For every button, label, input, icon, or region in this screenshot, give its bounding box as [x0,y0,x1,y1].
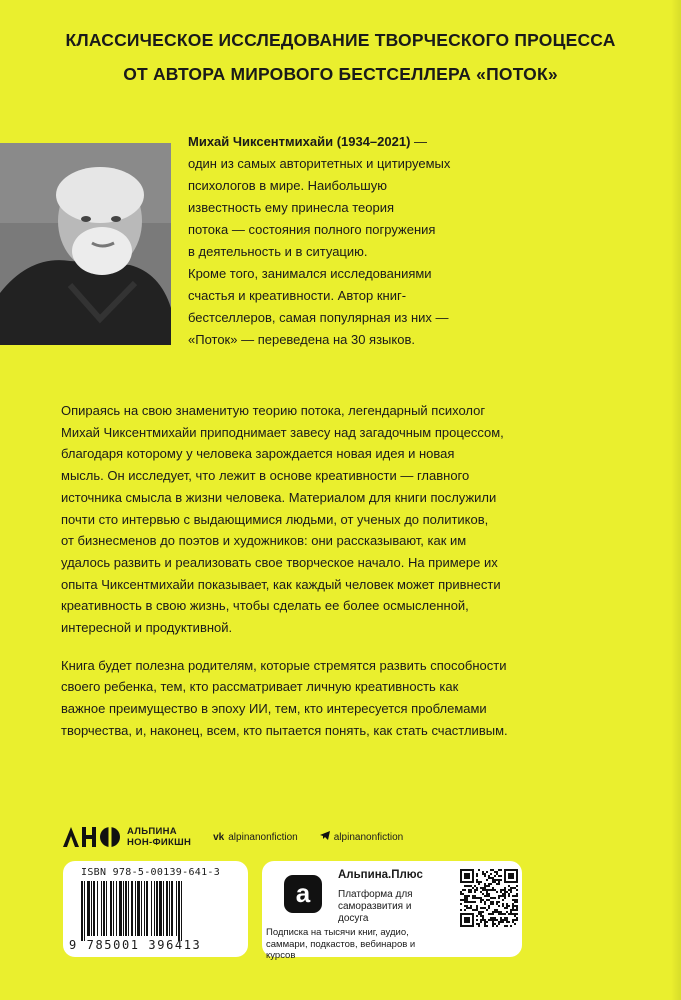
alpina-plus-app-icon: a [284,875,322,913]
description-line: своего ребенка, тем, кто рассматривает личную креативность как [61,679,459,695]
alpina-plus-promo [262,861,522,961]
description-line: творчества, и, наконец, всем, кто пытается понять, как стать счастливым. [61,722,508,738]
author-photo [0,143,171,345]
publisher-name-line-2: НОН-ФИКШН [127,837,192,848]
description-line: Опираясь на свою знаменитую теорию потока, легендарный психолог [61,403,486,418]
description-line: Михай Чиксентмихайи приподнимает завесу над загадочным процессом, [61,424,504,440]
tagline-line-1: КЛАССИЧЕСКОЕ ИССЛЕДОВАНИЕ ТВОРЧЕСКОГО ПРОЦЕССА [65,30,616,50]
description-line: благодаря которому у человека зарождается новая идея и новая [61,446,455,462]
telegram-handle: alpinanonfiction [333,831,404,843]
qr-code[interactable] [460,869,518,927]
publisher-name-line-1: АЛЬПИНА [127,826,177,837]
description-line: почти сто интервью с выдающимися людьми, от ученых до политиков, [61,511,489,527]
description-line: Книга будет полезна родителям, которые стремятся развить способности [61,657,507,673]
vk-handle: alpinanonfiction [228,831,298,843]
book-description [61,400,621,758]
author-bio-line: бестселлеров, самая популярная из них — [188,310,449,325]
telegram-link[interactable] [320,831,404,843]
author-name: Михай Чиксентмихайи (1934–2021) [188,134,411,149]
description-line: удалось развить и реализовать свое творческое начало. На примере их [61,554,498,570]
author-bio-line: Кроме того, занимался исследованиями [188,266,432,281]
author-bio [188,131,488,351]
author-bio-line: «Поток» — переведена на 30 языков. [188,332,415,347]
description-line: мысль. Он исследует, что лежит в основе креативности — главного [61,468,470,484]
vk-link[interactable] [213,832,298,843]
publisher-name [127,826,191,848]
isbn-number: ISBN 978-5-00139-641-3 [81,867,221,878]
author-bio-line: один из самых авторитетных и цитируемых [188,156,451,171]
description-line: креативность в свою жизнь, чтобы сделать ее более осмысленной, [61,598,469,614]
author-bio-line: потока — состояния полного погружения [188,222,436,237]
description-paragraph-1 [61,400,621,639]
author-bio-line: в деятельность и в ситуацию. [188,244,368,259]
author-bio-line: психологов в мире. Наибольшую [188,178,387,193]
description-line: источника смысла в жизни человека. Материалом для книги послужили [61,489,497,505]
barcode-digits: 9 785001 396413 [69,938,202,952]
author-name-dash: — [410,134,428,149]
description-line: опыта Чиксентмихайи показывает, как каждый человек может привнести [61,576,501,592]
description-line: важное преимущество в эпоху ИИ, тем, кто интересуется проблемами [61,701,487,717]
publisher-row [63,822,403,852]
description-line: интересной и продуктивной. [61,620,233,636]
barcode-panel [63,861,248,957]
spine-shadow [671,0,681,1000]
promo-title: Альпина.Плюс [338,869,423,881]
telegram-icon [320,831,330,843]
author-bio-line: счастья и креативности. Автор книг- [188,288,407,303]
author-bio-line: известность ему принесла теория [188,200,395,215]
vk-icon: vk [213,831,225,843]
publisher-logo-mark [63,825,123,849]
author-portrait-illustration [0,143,171,345]
tagline-line-2: ОТ АВТОРА МИРОВОГО БЕСТСЕЛЛЕРА «ПОТОК» [123,64,558,84]
promo-footer: Подписка на тысячи книг, аудио, саммари, подкастов, вебинаров и курсов [266,927,416,961]
description-line: от бизнесменов до поэтов и художников: они рассказывают, как им [61,533,467,549]
author-bio-line [188,131,488,153]
description-paragraph-2 [61,655,621,742]
barcode-bars [77,881,237,941]
promo-subtitle: Платформа для саморазвития и досуга [338,889,413,924]
